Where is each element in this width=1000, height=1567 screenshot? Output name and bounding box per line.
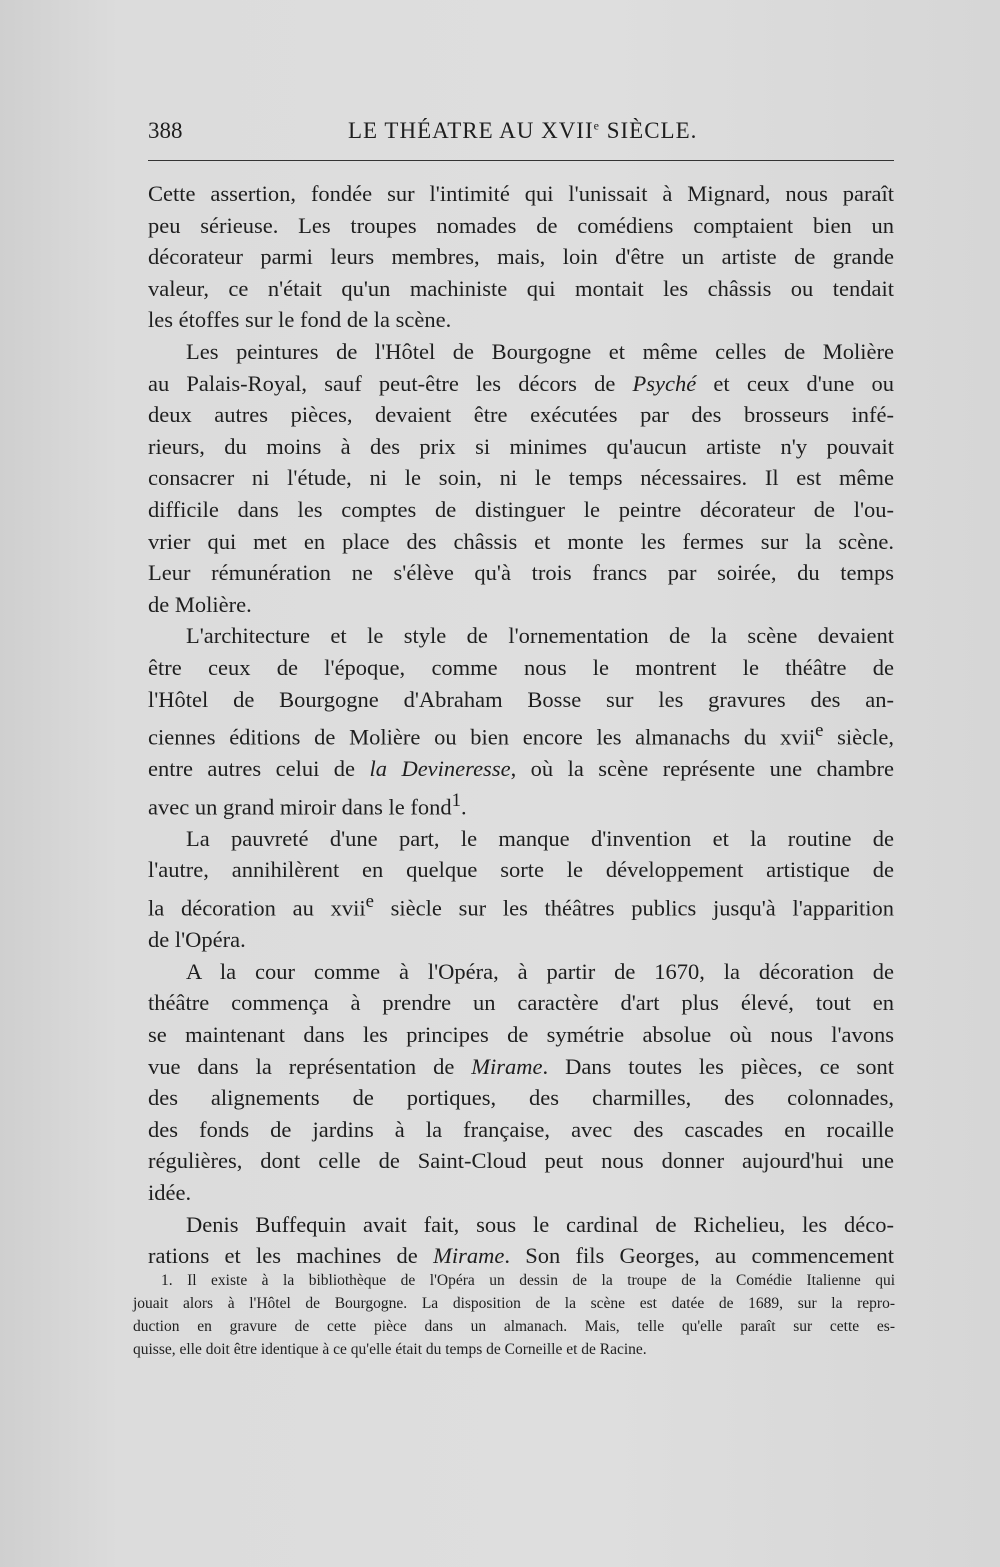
body-text xyxy=(148,178,894,1272)
text-line: décorateur parmi leurs membres, mais, loin d'être un artiste de grande xyxy=(148,244,894,270)
text-line: théâtre commença à prendre un caractère d'art plus élevé, tout en xyxy=(148,990,894,1016)
text-line: des alignements de portiques, des charmilles, des colonnades, xyxy=(148,1085,894,1111)
text-line: l'Hôtel de Bourgogne d'Abraham Bosse sur les gravures des an- xyxy=(148,686,894,712)
running-header xyxy=(148,118,894,152)
text-line: A la cour comme à l'Opéra, à partir de 1670, la décoration de xyxy=(186,958,894,984)
footnote-line: duction en gravure de cette pièce dans un almanach. Mais, telle qu'elle paraît sur cette es- xyxy=(133,1318,895,1335)
text-line: ciennes éditions de Molière ou bien encore les almanachs du xvii$^e$ siècle, xyxy=(148,720,894,750)
text-line: vue dans la représentation de Mirame. Dans toutes les pièces, ce sont xyxy=(148,1053,894,1079)
header-rule xyxy=(148,160,894,161)
text-line: vrier qui met en place des châssis et monte les fermes sur la scène. xyxy=(148,528,894,554)
page-number: 388 xyxy=(148,118,183,143)
text-line: rations et les machines de Mirame. Son fils Georges, au commencement xyxy=(148,1243,894,1269)
title-mirame: Mirame xyxy=(471,1053,543,1079)
text-line: rieurs, du moins à des prix si minimes qu'aucun artiste n'y pouvait xyxy=(148,433,894,459)
footnote-line: 1. Il existe à la bibliothèque de l'Opéra un dessin de la troupe de la Comédie Italienne qui xyxy=(161,1272,895,1289)
text-line: régulières, dont celle de Saint-Cloud peut nous donner aujourd'hui une xyxy=(148,1148,894,1174)
running-title: LE THÉATRE AU XVIIe SIÈCLE. xyxy=(348,118,698,143)
text-line: entre autres celui de la Devineresse, où la scène représente une chambre xyxy=(148,756,894,782)
text-line: Leur rémunération ne s'élève qu'à trois francs par soirée, du temps xyxy=(148,560,894,586)
text-line: l'autre, annihilèrent en quelque sorte le développement artistique de xyxy=(148,857,894,883)
text-line: de Molière. xyxy=(148,591,252,617)
text-line: idée. xyxy=(148,1179,192,1205)
text-line: difficile dans les comptes de distinguer le peintre décorateur de l'ou- xyxy=(148,496,894,522)
text-line: la décoration au xvii$^e$ siècle sur les théâtres publics jusqu'à l'apparition xyxy=(148,891,894,921)
text-line: des fonds de jardins à la française, avec des cascades en rocaille xyxy=(148,1116,894,1142)
title-psyche: Psyché xyxy=(632,370,697,396)
text-line: consacrer ni l'étude, ni le soin, ni le temps nécessaires. Il est même xyxy=(148,465,894,491)
text-line: avec un grand miroir dans le fond$^1$. xyxy=(148,789,467,820)
text-line: au Palais-Royal, sauf peut-être les décors de Psyché et ceux d'une ou xyxy=(148,370,894,396)
text-line: de l'Opéra. xyxy=(148,927,246,953)
title-devineresse: la Devineresse xyxy=(369,756,511,782)
footnote-line: quisse, elle doit être identique à ce qu'elle était du temps de Corneille et de Racine. xyxy=(133,1341,647,1358)
text-line: Cette assertion, fondée sur l'intimité qui l'unissait à Mignard, nous paraît xyxy=(148,181,894,206)
text-line: deux autres pièces, devaient être exécutées par des brosseurs infé- xyxy=(148,402,894,428)
text-line: Les peintures de l'Hôtel de Bourgogne et même celles de Molière xyxy=(186,338,894,364)
text-line: peu sérieuse. Les troupes nomades de comédiens comptaient bien un xyxy=(148,212,894,238)
text-line: se maintenant dans les principes de symétrie absolue où nous l'avons xyxy=(148,1021,894,1047)
text-line: La pauvreté d'une part, le manque d'invention et la routine de xyxy=(186,825,894,851)
text-line: être ceux de l'époque, comme nous le montrent le théâtre de xyxy=(148,654,894,680)
text-line: L'architecture et le style de l'ornementation de la scène devaient xyxy=(186,623,894,649)
footnote-reference: 1 xyxy=(451,789,462,811)
footnotes xyxy=(133,1269,895,1361)
text-line: les étoffes sur le fond de la scène. xyxy=(148,307,452,333)
footnote-line: jouait alors à l'Hôtel de Bourgogne. La disposition de la scène est datée de 1689, sur la repro- xyxy=(133,1295,895,1312)
text-line: Denis Buffequin avait fait, sous le cardinal de Richelieu, les déco- xyxy=(186,1211,894,1237)
text-line: valeur, ce n'était qu'un machiniste qui montait les châssis ou tendait xyxy=(148,275,894,301)
title-mirame: Mirame xyxy=(433,1243,505,1269)
